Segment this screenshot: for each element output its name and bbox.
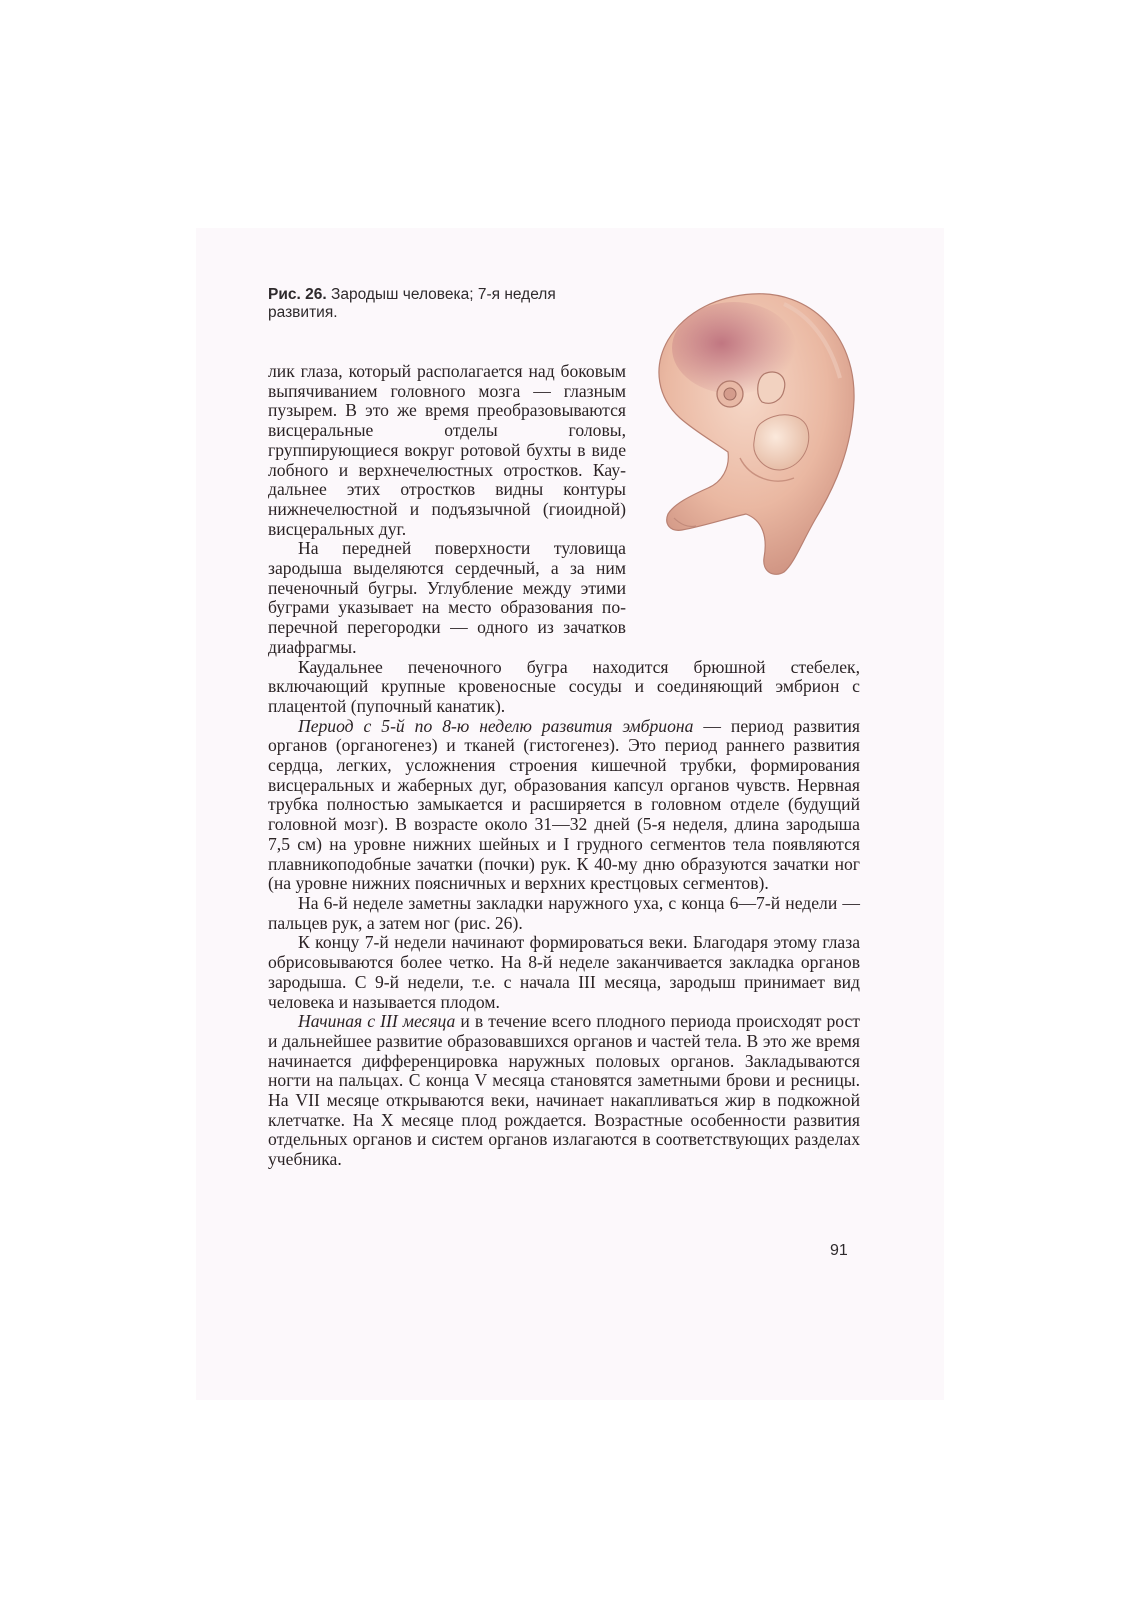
paragraph-3: Каудальнее печеночного бугра находится брюшной стебелек, включающий крупные кровеносные сосуды и соединяющий эмбрион с плацентой (пупочный канатик). (268, 656, 860, 716)
paragraph-5: На 6-й неделе заметны закладки наружного уха, с конца 6—7-й недели — пальцев рук, а затем ног (рис. 26). (268, 892, 860, 933)
paragraph-4 (268, 717, 860, 894)
page-number: 91 (830, 1242, 848, 1259)
figure-caption (268, 286, 628, 322)
figure-label: Рис. 26. (268, 286, 327, 303)
paragraph-7-text: и в течение всего плодного периода происходят рост и дальнейшее развитие образовавшихся органов и частей тела. В это же время начинается дифференцировка наружных половых органов. Закладываются ногти на пальцах. С конца V месяца становятся заметными брови и ресницы. На VII месяце открываются веки, начинает накапливаться жир в подкожной клетчатке. На X месяце плод рождается. Возрастные особенности развития отдельных органов и систем органов излагаются в соответствующих разделах учебника. (268, 1011, 860, 1170)
paragraph-7 (268, 1012, 860, 1170)
paragraph-6: К концу 7-й недели начинают формироваться веки. Благодаря этому глаза обрисовываются более четко. На 8-й неделе заканчивается закладка органов зародыша. С 9-й недели, т.е. с начала III месяца, зародыш принимает вид человека и называется плодом. (268, 932, 860, 1012)
figure-wrap-space (638, 362, 860, 620)
figure-caption-text: Зародыш человека; 7-я неделя развития. (268, 286, 556, 321)
paragraph-1: лик глаза, который располагается над боковым выпячиванием головного мозга — глазным пузырем. В это же время преобразовываются висцеральные отделы головы, группирующиеся вокруг ротовой бухты в виде лобного и верхнечелюстных отростков. Каудальнее этих отростков видны контуры нижнечелюстной и подъязычной (гиоидной) висцеральных дуг. (268, 361, 626, 539)
paragraph-2: На передней поверхности туловища зародыша выделяются сердечный, а за ним печеночный бугры. Углубление между этими буграми указывает на место образования поперечной перегородки — одного из зачатков диафрагмы. (268, 538, 626, 657)
paragraph-4-text: — период развития органов (органогенез) и тканей (гистогенез). Это период раннего развития сердца, легких, усложнения строения кишечной трубки, формирования висцеральных и жаберных дуг, образования капсул органов чувств. Нервная трубка полностью замыкается и расширяется в головном отделе (будущий головной мозг). В возрасте около 31—32 дней (5-я неделя, длина зародыша 7,5 см) на уровне нижних шейных и I грудного сегментов тела появляются плавникоподобные зачатки (почки) рук. К 40-му дню образуются зачатки ног (на уровне нижних поясничных и верхних крестцовых сегментов). (268, 715, 860, 894)
body-text (268, 362, 860, 1170)
paragraph-7-italic: Начиная с III месяца (298, 1011, 456, 1032)
paragraph-4-italic: Период с 5-й по 8-ю неделю развития эмбриона (298, 715, 694, 736)
